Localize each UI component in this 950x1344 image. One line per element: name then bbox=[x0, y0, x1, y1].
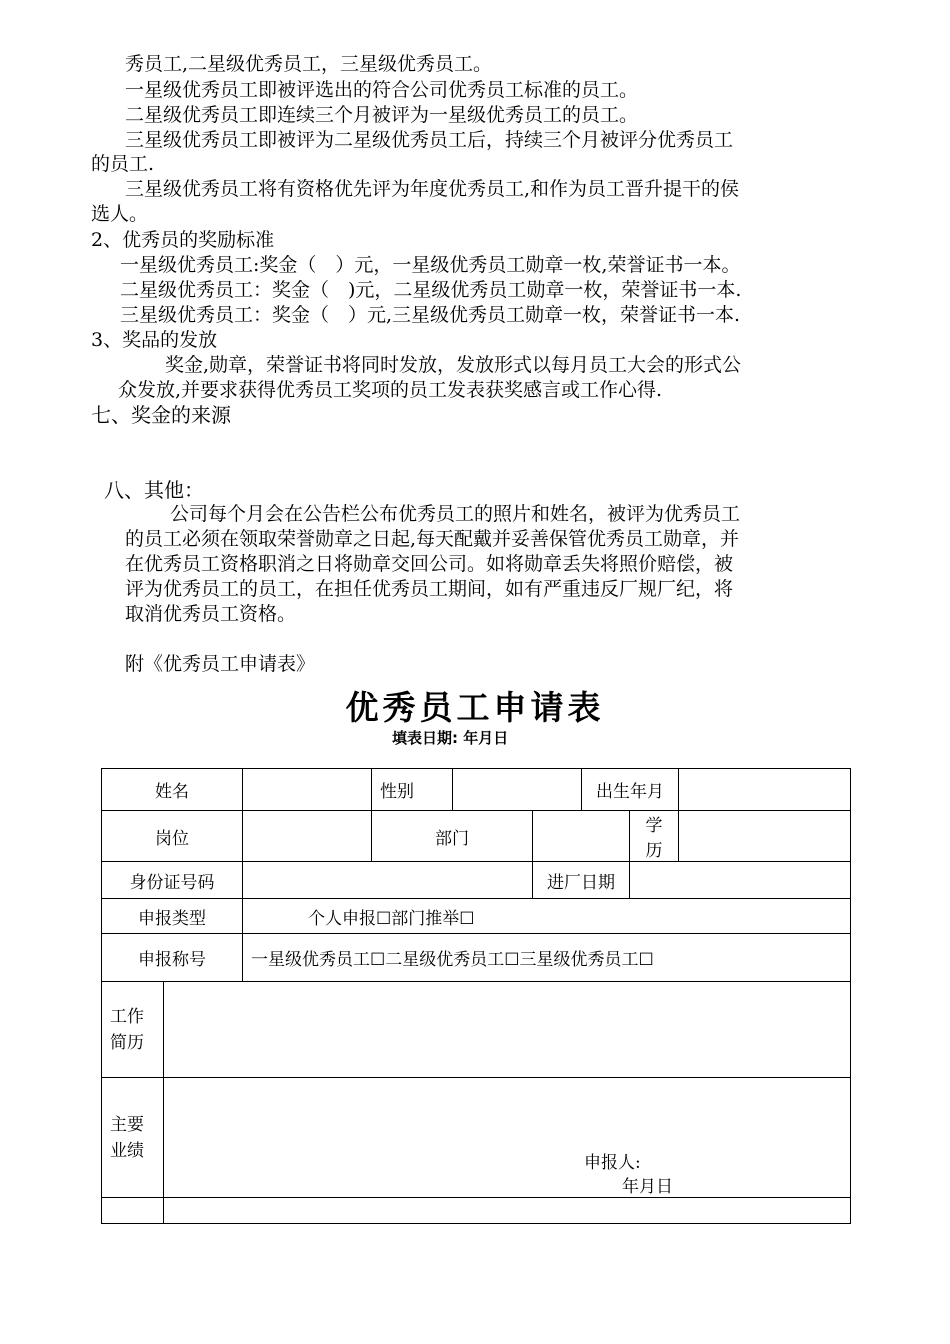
id-number-label: 身份证号码 bbox=[102, 862, 243, 899]
application-form-table bbox=[101, 768, 851, 1224]
education-label: 学历 bbox=[630, 811, 679, 862]
achievements-field[interactable] bbox=[164, 1078, 851, 1198]
paragraph-line: 三星级优秀员工：奖金（ ）元,三星级优秀员工勋章一枚，荣誉证书一本. bbox=[120, 304, 741, 326]
position-field[interactable] bbox=[243, 811, 372, 862]
department-field[interactable] bbox=[533, 811, 630, 862]
footer-cell-left bbox=[102, 1198, 164, 1224]
paragraph-line: 的员工. bbox=[91, 153, 155, 175]
department-label: 部门 bbox=[372, 811, 533, 862]
entry-date-label: 进厂日期 bbox=[533, 862, 630, 899]
attachment-note: 附《优秀员工申请表》 bbox=[125, 653, 316, 675]
work-history-label-text: 工作简历 bbox=[110, 1007, 144, 1053]
education-field[interactable] bbox=[679, 811, 851, 862]
work-history-field[interactable] bbox=[164, 982, 851, 1078]
form-title: 优秀员工申请表 bbox=[345, 688, 605, 727]
section-heading: 2、优秀员的奖励标准 bbox=[91, 229, 275, 251]
entry-date-field[interactable] bbox=[630, 862, 851, 899]
paragraph-line: 一星级优秀员工即被评选出的符合公司优秀员工标准的员工。 bbox=[125, 79, 639, 101]
name-label: 姓名 bbox=[102, 769, 243, 811]
paragraph-line: 评为优秀员工的员工，在担任优秀员工期间，如有严重违反厂规厂纪，将 bbox=[125, 578, 734, 600]
paragraph-line: 一星级优秀员工:奖金（ ）元，一星级优秀员工勋章一枚,荣誉证书一本。 bbox=[120, 254, 741, 276]
apply-title-label: 申报称号 bbox=[102, 934, 243, 982]
paragraph-line: 三星级优秀员工将有资格优先评为年度优秀员工,和作为员工晋升提干的侯 bbox=[125, 178, 740, 200]
birth-field[interactable] bbox=[679, 769, 851, 811]
apply-type-label: 申报类型 bbox=[102, 899, 243, 934]
paragraph-line: 的员工必须在领取荣誉勋章之日起,每天配戴并妥善保管优秀员工勋章，并 bbox=[125, 528, 740, 550]
achievements-label bbox=[102, 1078, 164, 1198]
apply-title-options[interactable]: 一星级优秀员工☐二星级优秀员工☐三星级优秀员工☐ bbox=[243, 934, 851, 982]
footer-cell-right bbox=[164, 1198, 851, 1224]
apply-type-options[interactable]: 个人申报☐部门推举☐ bbox=[243, 899, 851, 934]
paragraph-line: 奖金,勋章，荣誉证书将同时发放，发放形式以每月员工大会的形式公 bbox=[165, 354, 742, 376]
gender-label: 性别 bbox=[372, 769, 453, 811]
paragraph-line: 选人。 bbox=[91, 203, 149, 225]
sign-date-label: 年月日 bbox=[622, 1177, 673, 1197]
paragraph-line: 三星级优秀员工即被评为二星级优秀员工后，持续三个月被评分优秀员工 bbox=[125, 129, 734, 151]
paragraph-line: 秀员工,二星级优秀员工，三星级优秀员工。 bbox=[125, 53, 493, 75]
form-date: 填表日期: 年月日 bbox=[392, 729, 509, 747]
section-heading: 八、其他： bbox=[104, 478, 204, 502]
paragraph-line: 在优秀员工资格职消之日将勋章交回公司。如将勋章丢失将照价赔偿，被 bbox=[125, 553, 734, 575]
paragraph-line: 众发放,并要求获得优秀员工奖项的员工发表获奖感言或工作心得. bbox=[118, 379, 663, 401]
birth-label: 出生年月 bbox=[582, 769, 679, 811]
name-field[interactable] bbox=[243, 769, 372, 811]
section-heading: 七、奖金的来源 bbox=[91, 403, 231, 427]
achievements-label-text: 主要业绩 bbox=[110, 1115, 144, 1161]
section-heading: 3、奖品的发放 bbox=[91, 329, 218, 351]
paragraph-line: 二星级优秀员工：奖金（ )元，二星级优秀员工勋章一枚，荣誉证书一本. bbox=[120, 279, 742, 301]
id-number-field[interactable] bbox=[243, 862, 533, 899]
paragraph-line: 取消优秀员工资格。 bbox=[125, 603, 297, 625]
paragraph-line: 公司每个月会在公告栏公布优秀员工的照片和姓名，被评为优秀员工 bbox=[170, 503, 741, 525]
position-label: 岗位 bbox=[102, 811, 243, 862]
gender-field[interactable] bbox=[453, 769, 582, 811]
paragraph-line: 二星级优秀员工即连续三个月被评为一星级优秀员工的员工。 bbox=[125, 104, 639, 126]
work-history-label bbox=[102, 982, 164, 1078]
applicant-label: 申报人: bbox=[584, 1153, 641, 1173]
